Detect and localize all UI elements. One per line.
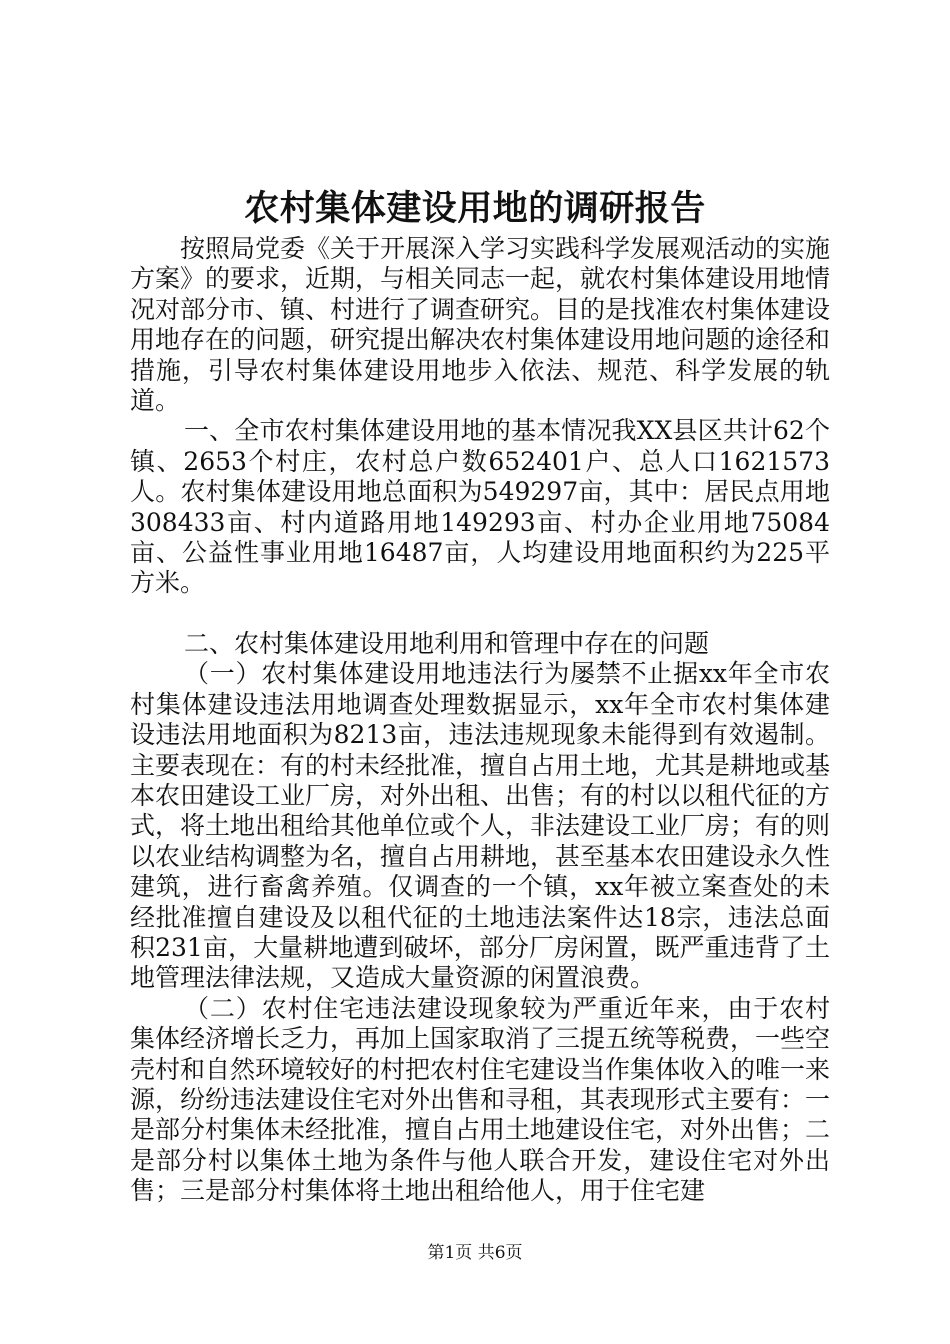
- paragraph-subsection-2: （二）农村住宅违法建设现象较为严重近年来，由于农村集体经济增长乏力，再加上国家取消了三提五统等税费，一些空壳村和自然环境较好的村把农村住宅建设当作集体收入的唯一来源，纷纷违法建设住宅对外出售和寻租，其表现形式主要有：一是部分村集体未经批准，擅自占用土地建设住宅，对外出售；二是部分村以集体土地为条件与他人联合开发，建设住宅对外出售；三是部分村集体将土地出租给他人，用于住宅建: [130, 993, 831, 1206]
- document-body: [130, 234, 830, 1207]
- section-heading-2: 二、农村集体建设用地利用和管理中存在的问题: [184, 628, 710, 658]
- paragraph-subsection-1: （一）农村集体建设用地违法行为屡禁不止据xx年全市农村集体建设违法用地调查处理数据显示，xx年全市农村集体建设违法用地面积为8213亩，违法违规现象未能得到有效遏制。主要表现在：有的村未经批准，擅自占用土地，尤其是耕地或基本农田建设工业厂房，对外出租、出售；有的村以以租代征的方式，将土地出租给其他单位或个人，非法建设工业厂房；有的则以农业结构调整为名，擅自占用耕地，甚至基本农田建设永久性建筑，进行畜禽养殖。仅调查的一个镇，xx年被立案查处的未经批准擅自建设及以租代征的土地违法案件达18宗，违法总面积231亩，大量耕地遭到破坏，部分厂房闲置，既严重违背了土地管理法律法规，又造成大量资源的闲置浪费。: [130, 659, 831, 993]
- paragraph-intro: 按照局党委《关于开展深入学习实践科学发展观活动的实施方案》的要求，近期，与相关同志一起，就农村集体建设用地情况对部分市、镇、村进行了调查研究。目的是找准农村集体建设用地存在的问题，研究提出解决农村集体建设用地问题的途径和措施，引导农村集体建设用地步入依法、规范、科学发展的轨道。: [130, 234, 831, 416]
- page-number-footer: 第1页 共6页: [427, 1243, 523, 1263]
- paragraph-section-1: 一、全市农村集体建设用地的基本情况我XX县区共计62个镇、2653个村庄，农村总户数652401户、总人口1621573人。农村集体建设用地总面积为549297亩，其中：居民点用地308433亩、村内道路用地149293亩、村办企业用地75084亩、公益性事业用地16487亩，人均建设用地面积约为225平方米。: [130, 416, 830, 598]
- document-title: 农村集体建设用地的调研报告: [244, 188, 706, 229]
